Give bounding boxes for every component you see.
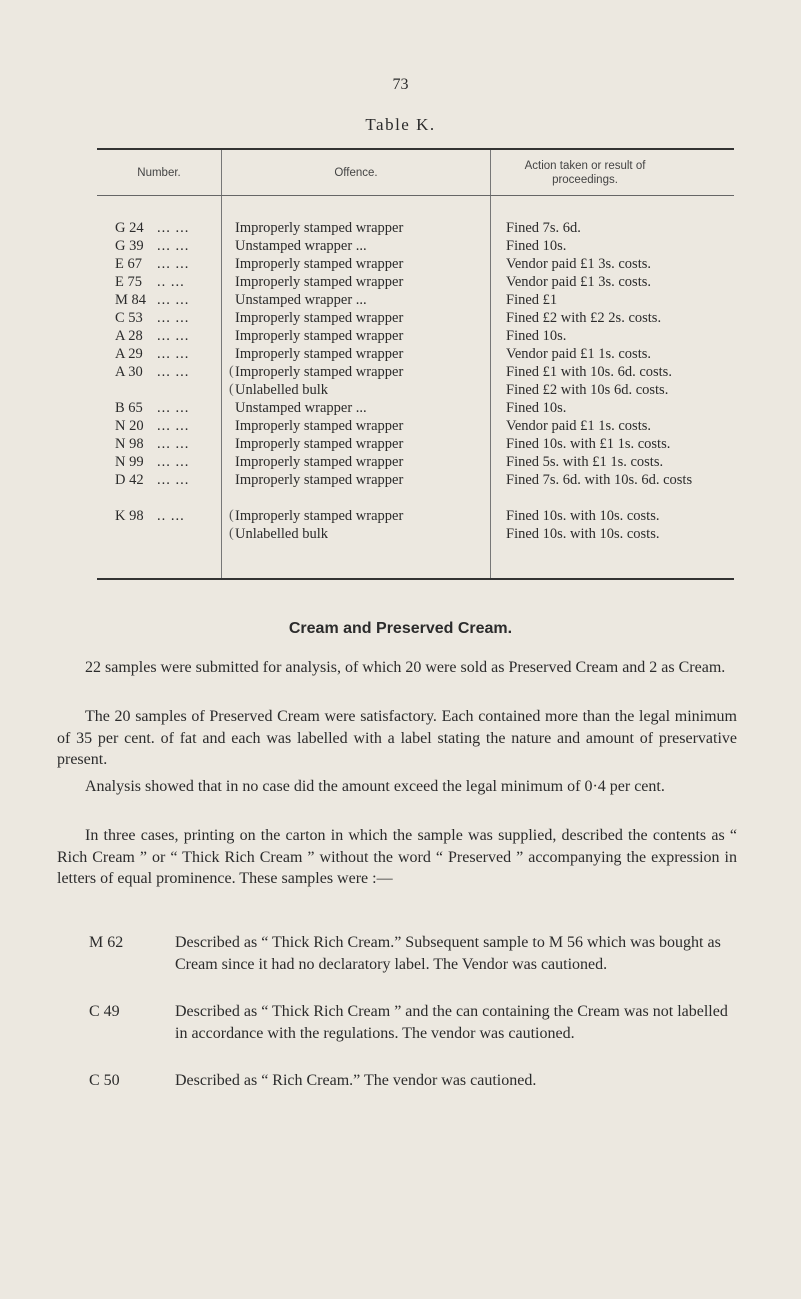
header-number: Number. bbox=[137, 166, 181, 179]
row-offence: Improperly stamped wrapper bbox=[235, 256, 404, 272]
row-number: A 29 bbox=[115, 346, 143, 362]
row-offence: Unlabelled bulk bbox=[235, 382, 329, 398]
table-row bbox=[97, 345, 734, 363]
row-action: Fined £1 with 10s. 6d. costs. bbox=[506, 364, 672, 380]
header-action: Action taken or result of proceedings. bbox=[524, 159, 646, 186]
paragraph-text: Analysis showed that in no case did the amount exceed the legal minimum of 0·4 per cent. bbox=[85, 778, 665, 795]
row-offence: Improperly stamped wrapper bbox=[235, 364, 404, 380]
table-row bbox=[97, 417, 734, 435]
row-dots: ... ... bbox=[157, 292, 190, 308]
item-text: Described as “ Thick Rich Cream.” Subsequent sample to M 56 which was bought as Cream since it had no declaratory label. The Vendor was cautioned. bbox=[175, 934, 721, 973]
paragraph-text: 22 samples were submitted for analysis, of which 20 were sold as Preserved Cream and 2 as Cream. bbox=[85, 659, 726, 676]
row-offence: Improperly stamped wrapper bbox=[235, 346, 404, 362]
page-number: 73 bbox=[392, 76, 409, 93]
item-code: M 62 bbox=[89, 934, 124, 951]
brace-bottom: ( bbox=[229, 382, 234, 397]
row-offence: Unlabelled bulk bbox=[235, 526, 329, 542]
row-number: N 20 bbox=[115, 418, 144, 434]
table-row bbox=[97, 291, 734, 309]
header-rule bbox=[97, 195, 734, 196]
row-action: Fined £1 bbox=[506, 292, 558, 308]
row-action: Vendor paid £1 3s. costs. bbox=[506, 256, 651, 272]
table-row bbox=[97, 435, 734, 453]
row-offence: Improperly stamped wrapper bbox=[235, 508, 404, 524]
row-number: A 28 bbox=[115, 328, 143, 344]
table-body bbox=[97, 219, 734, 543]
row-dots: ... ... bbox=[157, 328, 190, 344]
row-action: Fined 5s. with £1 1s. costs. bbox=[506, 454, 664, 470]
table-row bbox=[97, 363, 734, 381]
table-row bbox=[97, 237, 734, 255]
row-offence: Improperly stamped wrapper bbox=[235, 472, 404, 488]
row-dots: ... ... bbox=[157, 400, 190, 416]
row-number: M 84 bbox=[115, 292, 147, 308]
row-number: N 98 bbox=[115, 436, 144, 452]
row-action: Vendor paid £1 1s. costs. bbox=[506, 418, 651, 434]
row-dots: ... ... bbox=[157, 256, 190, 272]
row-dots: ... ... bbox=[157, 472, 190, 488]
table-row bbox=[97, 309, 734, 327]
paragraph bbox=[57, 776, 737, 798]
paragraph bbox=[57, 706, 737, 771]
row-number: N 99 bbox=[115, 454, 144, 470]
table-row bbox=[97, 381, 734, 399]
row-number: D 42 bbox=[115, 472, 144, 488]
row-dots: ... ... bbox=[157, 454, 190, 470]
row-offence: Improperly stamped wrapper bbox=[235, 454, 404, 470]
table-row bbox=[97, 273, 734, 291]
table-row bbox=[97, 525, 734, 543]
row-offence: Improperly stamped wrapper bbox=[235, 328, 404, 344]
row-dots: .. ... bbox=[157, 274, 185, 290]
item-text: Described as “ Thick Rich Cream ” and the can containing the Cream was not labelled in accordance with the regulations. The vendor was cautioned. bbox=[175, 1003, 728, 1042]
row-action: Fined 10s. bbox=[506, 238, 567, 254]
paragraph-text: The 20 samples of Preserved Cream were satisfactory. Each contained more than the legal minimum of 35 per cent. of fat and each was labelled with a label stating the nature and amount of preservative present. bbox=[57, 708, 737, 768]
brace-top: ( bbox=[229, 508, 234, 523]
row-offence: Unstamped wrapper ... bbox=[235, 400, 367, 416]
row-number: A 30 bbox=[115, 364, 143, 380]
row-action: Vendor paid £1 3s. costs. bbox=[506, 274, 651, 290]
table-row bbox=[97, 219, 734, 237]
row-number: E 75 bbox=[115, 274, 142, 290]
row-offence: Improperly stamped wrapper bbox=[235, 418, 404, 434]
table-title: Table K. bbox=[365, 115, 436, 134]
row-number: E 67 bbox=[115, 256, 142, 272]
header-offence: Offence. bbox=[334, 166, 378, 179]
row-number: G 24 bbox=[115, 220, 144, 236]
brace-bottom: ( bbox=[229, 526, 234, 541]
section-heading: Cream and Preserved Cream. bbox=[288, 620, 513, 637]
row-offence: Improperly stamped wrapper bbox=[235, 436, 404, 452]
row-dots: ... ... bbox=[157, 346, 190, 362]
table-row bbox=[97, 399, 734, 417]
table-bottom-rule bbox=[97, 578, 734, 580]
row-action: Fined £2 with 10s 6d. costs. bbox=[506, 382, 669, 398]
item-code: C 50 bbox=[89, 1072, 120, 1089]
row-number: G 39 bbox=[115, 238, 144, 254]
row-offence: Unstamped wrapper ... bbox=[235, 238, 367, 254]
row-number: C 53 bbox=[115, 310, 143, 326]
row-action: Vendor paid £1 1s. costs. bbox=[506, 346, 651, 362]
row-number: K 98 bbox=[115, 508, 144, 524]
row-number: B 65 bbox=[115, 400, 143, 416]
row-action: Fined 10s. with 10s. costs. bbox=[506, 508, 660, 524]
item-code: C 49 bbox=[89, 1003, 120, 1020]
row-offence: Improperly stamped wrapper bbox=[235, 274, 404, 290]
row-action: Fined 7s. 6d. bbox=[506, 220, 581, 236]
row-offence: Unstamped wrapper ... bbox=[235, 292, 367, 308]
row-dots: ... ... bbox=[157, 364, 190, 380]
table-row bbox=[97, 471, 734, 507]
row-action: Fined £2 with £2 2s. costs. bbox=[506, 310, 662, 326]
paragraph-text: In three cases, printing on the carton in which the sample was supplied, described the contents as “ Rich Cream ” or “ Thick Rich Cream ” without the word “ Preserved ” accompanying the expression in letters of equal prominence. These samples were :— bbox=[57, 827, 737, 887]
row-dots: ... ... bbox=[157, 220, 190, 236]
table-row bbox=[97, 255, 734, 273]
table-row bbox=[97, 327, 734, 345]
row-action: Fined 7s. 6d. with 10s. 6d. costs bbox=[506, 472, 693, 488]
row-dots: ... ... bbox=[157, 238, 190, 254]
brace-top: ( bbox=[229, 364, 234, 379]
table-row bbox=[97, 507, 734, 525]
row-dots: ... ... bbox=[157, 418, 190, 434]
paragraph bbox=[57, 825, 737, 890]
row-action: Fined 10s. with 10s. costs. bbox=[506, 526, 660, 542]
row-action: Fined 10s. bbox=[506, 328, 567, 344]
row-offence: Improperly stamped wrapper bbox=[235, 310, 404, 326]
row-offence: Improperly stamped wrapper bbox=[235, 220, 404, 236]
row-action: Fined 10s. with £1 1s. costs. bbox=[506, 436, 671, 452]
row-dots: ... ... bbox=[157, 436, 190, 452]
paragraph bbox=[57, 657, 737, 679]
row-action: Fined 10s. bbox=[506, 400, 567, 416]
row-dots: ... ... bbox=[157, 310, 190, 326]
row-dots: .. ... bbox=[157, 508, 185, 524]
item-text: Described as “ Rich Cream.” The vendor was cautioned. bbox=[175, 1072, 537, 1089]
table-row bbox=[97, 453, 734, 471]
